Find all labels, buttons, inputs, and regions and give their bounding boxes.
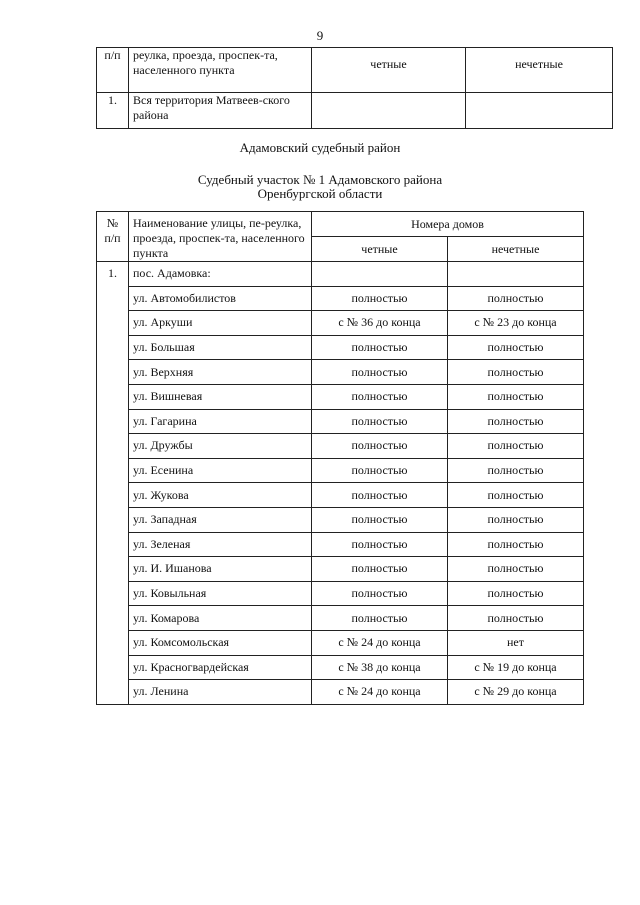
street-name: ул. Красногвардейская — [129, 655, 312, 680]
odd-numbers: нет — [448, 630, 584, 655]
even-numbers: полностью — [312, 581, 448, 606]
table-row — [97, 581, 584, 606]
even-numbers: полностью — [312, 606, 448, 631]
even-numbers: полностью — [312, 532, 448, 557]
even-numbers: с № 24 до конца — [312, 680, 448, 705]
odd-numbers: полностью — [448, 286, 584, 311]
even-numbers: полностью — [312, 507, 448, 532]
odd-numbers: полностью — [448, 360, 584, 385]
table-row — [97, 483, 584, 508]
table-row — [97, 630, 584, 655]
odd-numbers: полностью — [448, 581, 584, 606]
street-name: ул. Гагарина — [129, 409, 312, 434]
even-numbers: полностью — [312, 286, 448, 311]
table-row — [97, 409, 584, 434]
table-row — [97, 286, 584, 311]
table-row — [97, 434, 584, 459]
table-row — [97, 458, 584, 483]
continued-table — [96, 47, 613, 129]
table-row — [97, 655, 584, 680]
odd-numbers: полностью — [448, 335, 584, 360]
row-num: 1. — [97, 262, 129, 705]
table-row — [97, 606, 584, 631]
table-row — [97, 680, 584, 705]
header-num: № п/п — [97, 212, 129, 262]
section-title-line1: Судебный участок № 1 Адамовского района — [197, 172, 443, 187]
street-name: ул. Аркуши — [129, 311, 312, 336]
street-name: ул. Есенина — [129, 458, 312, 483]
odd-numbers: полностью — [448, 532, 584, 557]
header-name: Наименование улицы, пе-реулка, проезда, проспек-та, населенного пункта — [129, 212, 312, 262]
district-title: Адамовский судебный район — [239, 140, 401, 155]
header-even: четные — [312, 237, 448, 262]
page-number: 9 — [316, 28, 324, 43]
continued-table-header — [97, 48, 613, 93]
even-numbers: полностью — [312, 335, 448, 360]
table-row — [97, 93, 613, 129]
odd-numbers: с № 23 до конца — [448, 311, 584, 336]
street-name: ул. Верхняя — [129, 360, 312, 385]
table-row — [97, 360, 584, 385]
row-num: 1. — [97, 93, 129, 129]
address-table — [96, 211, 584, 705]
street-name: ул. Большая — [129, 335, 312, 360]
odd-numbers: полностью — [448, 458, 584, 483]
odd-numbers: полностью — [448, 409, 584, 434]
settlement-name: пос. Адамовка: — [129, 262, 312, 287]
odd-numbers: с № 19 до конца — [448, 655, 584, 680]
odd-numbers: с № 29 до конца — [448, 680, 584, 705]
table-header-row — [97, 212, 584, 237]
even-numbers: полностью — [312, 483, 448, 508]
header-name: реулка, проезда, проспек-та, населенного пункта — [129, 48, 312, 93]
even-numbers: с № 38 до конца — [312, 655, 448, 680]
table-row — [97, 384, 584, 409]
even-numbers: с № 36 до конца — [312, 311, 448, 336]
header-house-numbers: Номера домов — [312, 212, 584, 237]
street-name: ул. Вишневая — [129, 384, 312, 409]
section-title-line2: Оренбургской области — [257, 186, 383, 201]
even-numbers: полностью — [312, 434, 448, 459]
settlement-row — [97, 262, 584, 287]
header-num: п/п — [97, 48, 129, 93]
street-name: ул. Автомобилистов — [129, 286, 312, 311]
street-name: ул. Западная — [129, 507, 312, 532]
address-table-body — [97, 262, 584, 705]
odd-numbers: полностью — [448, 434, 584, 459]
street-name: ул. Дружбы — [129, 434, 312, 459]
row-even — [312, 93, 466, 129]
street-name: ул. Комарова — [129, 606, 312, 631]
even-numbers: с № 24 до конца — [312, 630, 448, 655]
even-numbers: полностью — [312, 384, 448, 409]
row-odd — [448, 262, 584, 287]
header-even: четные — [312, 48, 466, 93]
even-numbers: полностью — [312, 557, 448, 582]
row-odd — [466, 93, 613, 129]
table-row — [97, 557, 584, 582]
table-row — [97, 311, 584, 336]
odd-numbers: полностью — [448, 606, 584, 631]
street-name: ул. И. Ишанова — [129, 557, 312, 582]
odd-numbers: полностью — [448, 557, 584, 582]
street-name: ул. Жукова — [129, 483, 312, 508]
street-name: ул. Ленина — [129, 680, 312, 705]
odd-numbers: полностью — [448, 483, 584, 508]
header-odd: нечетные — [448, 237, 584, 262]
table-row — [97, 507, 584, 532]
street-name: ул. Зеленая — [129, 532, 312, 557]
table-row — [97, 532, 584, 557]
row-even — [312, 262, 448, 287]
even-numbers: полностью — [312, 360, 448, 385]
header-odd: нечетные — [466, 48, 613, 93]
even-numbers: полностью — [312, 409, 448, 434]
even-numbers: полностью — [312, 458, 448, 483]
odd-numbers: полностью — [448, 507, 584, 532]
street-name: ул. Ковыльная — [129, 581, 312, 606]
odd-numbers: полностью — [448, 384, 584, 409]
table-row — [97, 335, 584, 360]
street-name: ул. Комсомольская — [129, 630, 312, 655]
row-name: Вся территория Матвеев-ского района — [129, 93, 312, 129]
